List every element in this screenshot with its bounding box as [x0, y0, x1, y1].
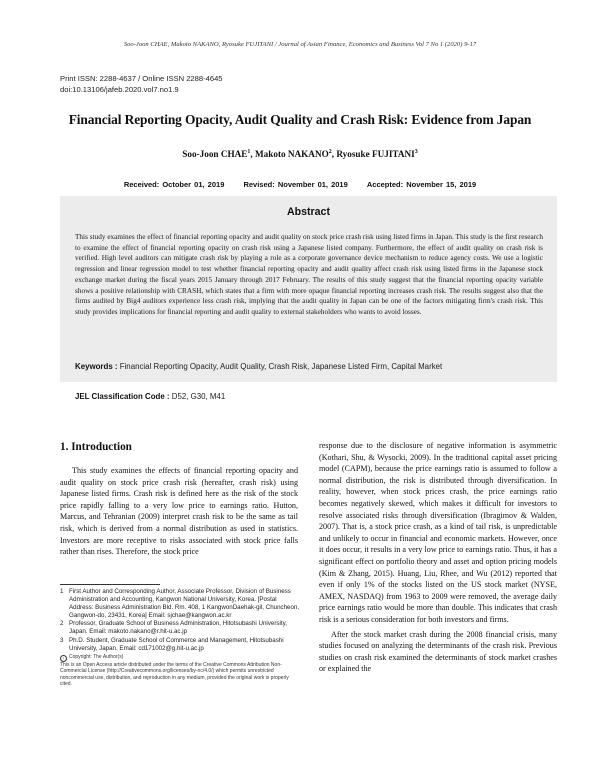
issn-line: Print ISSN: 2288-4637 / Online ISSN 2288-4645 — [60, 74, 223, 83]
body-paragraph: response due to the disclosure of negative information is asymmetric (Kothari, Shu, & Wysocki, 2009). In the traditional capital asset pricing model (CAPM), because the price earnings ratio is assumed to follow a normal distribution, the risk is distributed through diversification. In reality, however, when stock prices crash, the price earnings ratio becomes negatively skewed, which makes it difficult for investors to resolve associated risks through diversification (Ibragimov & Walden, 2007). That is, a stock price crash, as a kind of tail risk, is unpredictable and unlikely to occur in financial and economic markets. However, once it does occur, it results in a very low price to earnings ratio. Thus, it has a significant effect on portfolio theory and asset and option pricing models (Kim & Zhang, 2015). Huang, Liu, Rhee, and Wu (2012) reported that even if only 1% of the stocks listed on the US stock market (NYSE, AMEX, NASDAQ) from 1963 to 2009 were removed, the average daily price earnings ratio would be more than double. This indicates that crash risk is a serious consideration for both investors and firms. — [319, 441, 557, 624]
footnote-text: Professor, Graduate School of Business Administration, Hitotsubashi University, Japan. Email: makoto.nakano@r.hit-u.ac.jp — [69, 620, 287, 636]
footnote-text: Ph.D. Student, Graduate School of Commerce and Management, Hitotsubashi University, Japan. Email: cd171002@g.hit-u.ac.jp — [69, 636, 284, 652]
left-column — [60, 465, 298, 558]
abstract-box — [60, 196, 557, 382]
jel-label: JEL Classification Code : — [75, 392, 170, 401]
author-list — [0, 149, 600, 159]
footnote-divider — [60, 584, 160, 585]
issn-block — [60, 73, 223, 95]
license-note — [60, 654, 300, 688]
footnote-number: 3 — [60, 636, 64, 644]
received-date: Received: October 01, 2019 — [123, 180, 225, 189]
submission-dates — [0, 180, 600, 189]
right-column — [319, 440, 557, 675]
footnote — [60, 620, 300, 636]
author-name: Ryosuke FUJITANI — [336, 149, 415, 160]
jel-value: D52, G30, M41 — [169, 392, 226, 401]
copyright-line: Copyright: The Author(s) — [69, 653, 124, 660]
author-affiliation-mark: 1 — [247, 149, 251, 155]
paper-title: Financial Reporting Opacity, Audit Quality and Crash Risk: Evidence from Japan — [68, 112, 532, 127]
author-separator: , — [250, 149, 255, 160]
revised-date: Revised: November 01, 2019 — [243, 180, 348, 189]
running-header: Soo-Joon CHAE, Makoto NAKANO, Ryosuke FUJITANI / Journal of Asian Finance, Economics and Business Vol 7 No 1 (2020) 9-17 — [123, 41, 477, 48]
section-heading: 1. Introduction — [60, 441, 132, 453]
abstract-text: This study examines the effect of financial reporting opacity and audit quality on stock price crash risk using listed firms in Japan. This study is the first research to examine the effect of financial reporting opacity on crash risk using a Japanese listed company. Furthermore, the effect of audit quality on crash risk is verified. High level auditors can mitigate crash risk by playing a role as a corporate governance device mechanism to reduce agency costs. We use a logistic regression and linear regression model to test whether financial reporting opacity and audit quality affect crash risk using listed firms in the Japanese stock exchange market during the fiscal years 2015 January through 2017 February. The results of this study suggest that the financial reporting opacity variable shows a positive relationship with CRASH, which states that a firm with more opaque financial reporting increases crash risk. The results suggest also that the firms audited by Big4 auditors experience less crash risk, implying that the audit quality in Japan can be one of the factors mitigating firm's crash risk. This study provides implications for financial reporting and audit quality to external stakeholders who wants to avoid losses. — [75, 233, 543, 316]
footnote-number: 2 — [60, 620, 64, 628]
footnote-text: First Author and Corresponding Author, Associate Professor, Division of Business Administration and Accounting, Kangwon National University, Korea. [Postal Address: Business Administration Bld. Rm. 408, 1 KangwonDaehak-gil, Chuncheon, Gangwon-do, 23431, Korea] Email: sjchae@kangwon.ac.kr — [69, 588, 300, 620]
footnote-number: 1 — [60, 588, 64, 595]
author-name: Soo-Joon CHAE — [182, 149, 248, 160]
author-affiliation-mark: 2 — [328, 149, 332, 155]
copyright-icon: c — [60, 655, 67, 662]
author-separator: , — [331, 149, 337, 160]
keywords-value: Financial Reporting Opacity, Audit Quality, Crash Risk, Japanese Listed Firm, Capital Market — [117, 362, 443, 371]
keywords-label: Keywords : — [75, 362, 118, 371]
footnote — [60, 637, 300, 653]
accepted-date: Accepted: November 15, 2019 — [366, 180, 477, 189]
jel-classification — [75, 392, 225, 401]
footnote — [60, 588, 300, 620]
license-text: This is an Open Access article distributed under the terms of the Creative Commons Attribution Non-Commercial License (http://Creativecommons.org/licenses/by-nc/4.0/) which permits unrestricted noncommercial use, distribution, and reproduction in any medium, provided the original work is properly cited. — [60, 661, 289, 687]
footnotes — [60, 588, 300, 687]
author-name: Makoto NAKANO — [254, 149, 329, 160]
author-affiliation-mark: 3 — [414, 149, 418, 155]
keywords — [75, 362, 545, 371]
body-paragraph: This study examines the effects of financial reporting opacity and audit quality on stock price crash risk (hereafter, crash risk) using Japanese listed firms. Crash risk is defined here as the risk of the stock price rapidly falling to a very low price to earnings ratio. Hutton, Marcus, and Tehranian (2009) interpret crash risk to be the same as tail risk, which is derived from a normal distribution as used in statistics. Investors are more receptive to risks associated with stock price falls rather than rises. Therefore, the stock price — [60, 466, 298, 557]
doi-line: doi:10.13106/jafeb.2020.vol7.no1.9 — [60, 85, 179, 94]
abstract-heading: Abstract — [287, 206, 330, 218]
body-paragraph: After the stock market crash during the 2008 financial crisis, many studies focused on analyzing the determinants of the crash risk. Previous studies on crash risk examined the determinants of stock market crashes or explained the — [319, 629, 557, 674]
